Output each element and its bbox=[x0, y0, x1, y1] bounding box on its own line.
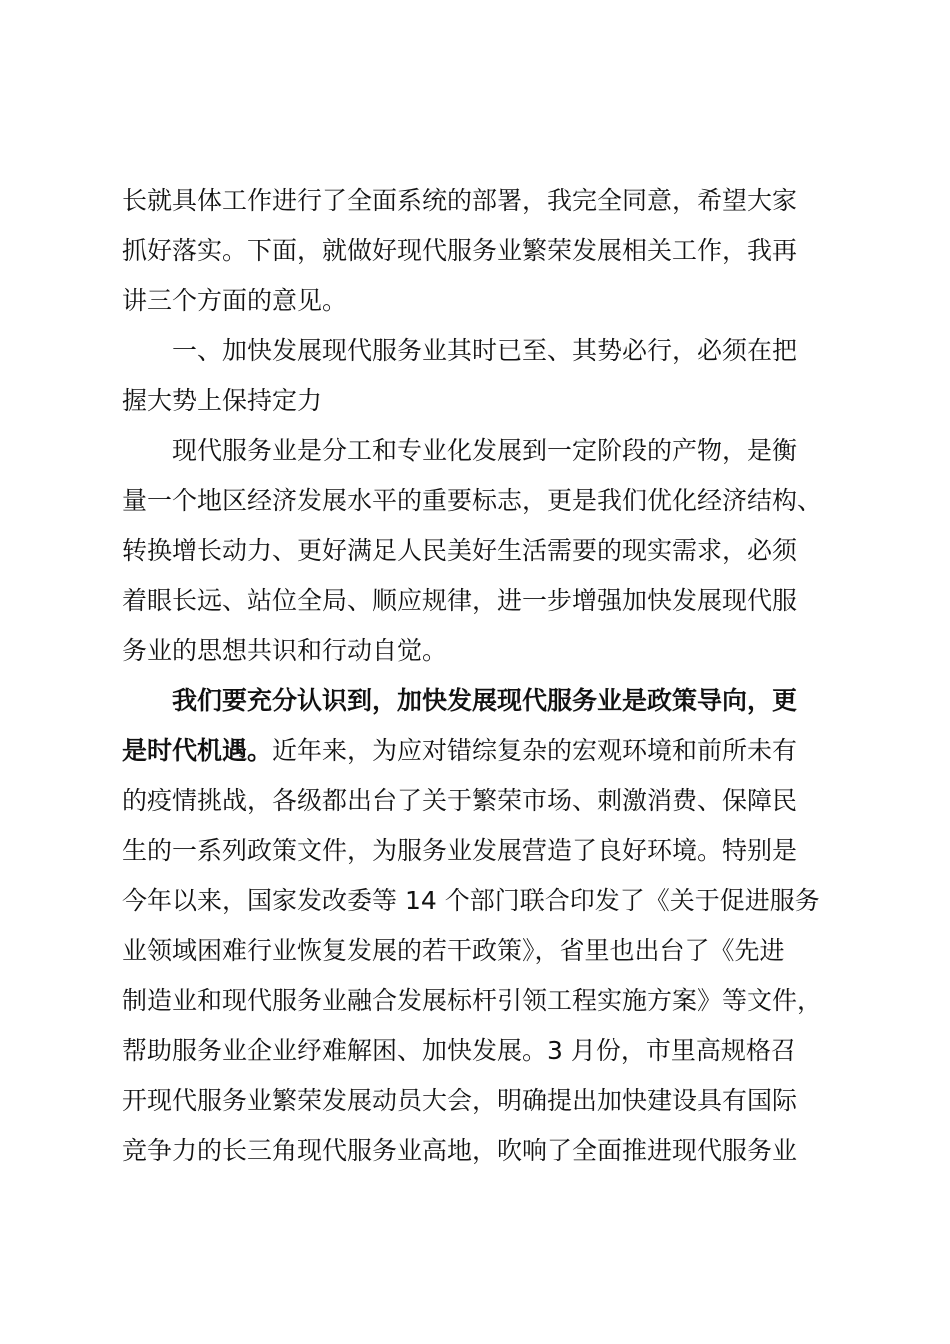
text-line: 转换增长动力、更好满足人民美好生活需要的现实需求，必须 bbox=[122, 536, 798, 565]
text-line: 量一个地区经济发展水平的重要标志，更是我们优化经济结构、 bbox=[122, 486, 823, 515]
document-body bbox=[122, 176, 834, 1176]
text-line: 业领域困难行业恢复发展的若干政策》，省里也出台了《先进 bbox=[122, 936, 785, 965]
text-line: 务业的思想共识和行动自觉。 bbox=[122, 636, 448, 665]
section-heading-line: 握大势上保持定力 bbox=[122, 386, 323, 415]
text-line: 的疫情挑战，各级都出台了关于繁荣市场、刺激消费、保障民 bbox=[122, 786, 798, 815]
text-line: 讲三个方面的意见。 bbox=[122, 286, 348, 315]
text-line: 制造业和现代服务业融合发展标杆引领工程实施方案》等文件， bbox=[122, 986, 823, 1015]
text-line: 现代服务业是分工和专业化发展到一定阶段的产物，是衡 bbox=[172, 436, 798, 465]
bold-lead-text: 是时代机遇。 bbox=[122, 736, 273, 765]
bold-lead-line: 我们要充分认识到，加快发展现代服务业是政策导向，更 bbox=[172, 686, 798, 715]
text-line: 竞争力的长三角现代服务业高地，吹响了全面推进现代服务业 bbox=[122, 1136, 798, 1165]
text-line: 近年来，为应对错综复杂的宏观环境和前所未有 bbox=[272, 736, 798, 765]
mixed-line bbox=[122, 726, 834, 776]
text-line: 今年以来，国家发改委等 14 个部门联合印发了《关于促进服务 bbox=[122, 886, 820, 915]
section-heading-line: 一、加快发展现代服务业其时已至、其势必行，必须在把 bbox=[172, 336, 798, 365]
text-line: 开现代服务业繁荣发展动员大会，明确提出加快建设具有国际 bbox=[122, 1086, 798, 1115]
text-line: 长就具体工作进行了全面系统的部署，我完全同意，希望大家 bbox=[122, 186, 798, 215]
text-line: 帮助服务业企业纾难解困、加快发展。3 月份，市里高规格召 bbox=[122, 1036, 796, 1065]
text-line: 生的一系列政策文件，为服务业发展营造了良好环境。特别是 bbox=[122, 836, 798, 865]
text-line: 抓好落实。下面，就做好现代服务业繁荣发展相关工作，我再 bbox=[122, 236, 798, 265]
text-line: 着眼长远、站位全局、顺应规律，进一步增强加快发展现代服 bbox=[122, 586, 798, 615]
